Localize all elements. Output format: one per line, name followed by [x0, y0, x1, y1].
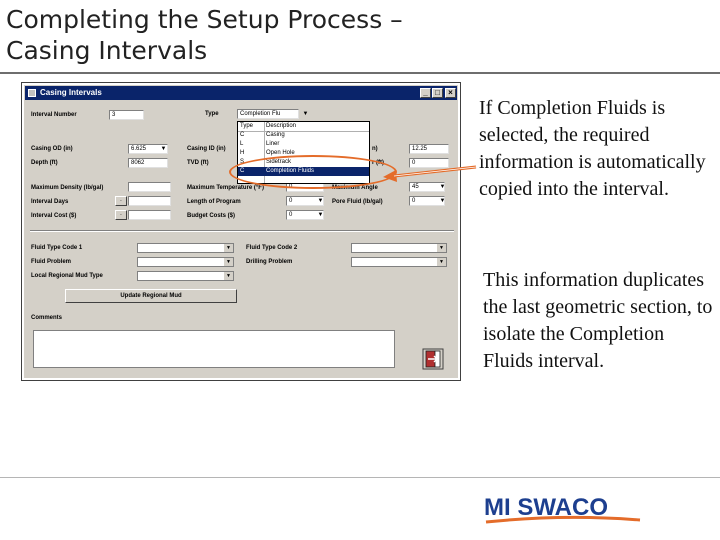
window-titlebar[interactable]	[25, 86, 457, 100]
casing-od-label: Casing OD (in)	[31, 146, 73, 152]
drilling-problem-select[interactable]	[351, 257, 447, 267]
option-code: S	[240, 159, 245, 165]
window-title: Casing Intervals	[40, 88, 102, 97]
option-description: Sidetrack	[266, 159, 292, 165]
fluid-problem-arrow-icon[interactable]: ▼	[224, 258, 233, 266]
local-regional-mud-label: Local Regional Mud Type	[31, 273, 103, 279]
option-description: Completion Fluids	[266, 168, 315, 174]
option-description: Casing	[266, 132, 285, 138]
mi-swaco-logo	[484, 490, 644, 528]
hole-size-label: n)	[372, 146, 378, 152]
interval-cost-label: Interval Cost ($)	[31, 213, 77, 219]
option-code: H	[240, 150, 245, 156]
pore-fluid-dropdown-arrow-icon[interactable]: ▼	[439, 198, 446, 204]
fluid-problem-select[interactable]	[137, 257, 234, 267]
dropdown-option-liner[interactable]	[238, 140, 369, 149]
budget-costs-label: Budget Costs ($)	[187, 213, 235, 219]
type-dropdown-arrow-icon[interactable]: ▼	[302, 111, 309, 117]
interval-days-label: Interval Days	[31, 199, 69, 205]
hole-size-field[interactable]: 12.25	[409, 144, 449, 154]
fluid-type-code-1-select[interactable]	[137, 243, 234, 253]
update-regional-mud-button[interactable]: Update Regional Mud	[65, 289, 237, 303]
casing-od-dropdown-arrow-icon[interactable]: ▼	[160, 146, 167, 152]
depth-field[interactable]: 8062	[128, 158, 168, 168]
pore-fluid-field[interactable]: 0	[409, 196, 445, 206]
length-of-program-dropdown-arrow-icon[interactable]: ▼	[317, 198, 324, 204]
fluid-problem-label: Fluid Problem	[31, 259, 72, 265]
drilling-problem-arrow-icon[interactable]: ▼	[437, 258, 446, 266]
local-regional-mud-arrow-icon[interactable]: ▼	[224, 272, 233, 280]
option-description: Open Hole	[266, 150, 295, 156]
interval-days-field[interactable]	[128, 196, 171, 206]
maximize-button[interactable]: □	[432, 88, 443, 98]
max-temp-field[interactable]: 0	[286, 182, 324, 192]
tvd-label: TVD (ft)	[187, 160, 209, 166]
option-description: Liner	[266, 141, 280, 147]
interval-cost-stepper[interactable]: .	[115, 210, 127, 220]
drilling-problem-label: Drilling Problem	[246, 259, 293, 265]
window-app-icon	[28, 89, 36, 97]
note-completion-fluids: If Completion Fluids is selected, the required information is automatically copied into the interval.	[479, 97, 706, 200]
exit-door-icon[interactable]	[422, 348, 444, 370]
interval-number-field[interactable]: 3	[109, 110, 144, 120]
highlight-ellipse	[229, 155, 397, 189]
close-button[interactable]: ×	[445, 88, 456, 98]
budget-costs-dropdown-arrow-icon[interactable]: ▼	[317, 212, 324, 218]
length-of-program-label: Length of Program	[187, 199, 241, 205]
option-code: C	[240, 132, 245, 138]
comments-textarea[interactable]	[33, 330, 395, 368]
interval-number-label: Interval Number	[31, 112, 77, 118]
fluid-type-code-2-label: Fluid Type Code 2	[246, 245, 298, 251]
slide-title	[6, 4, 466, 66]
dropdown-header-type: Type	[240, 123, 254, 129]
length-of-program-field[interactable]: 0	[286, 196, 324, 206]
casing-intervals-window	[22, 83, 460, 380]
interval-cost-field[interactable]	[128, 210, 171, 220]
minimize-button[interactable]: _	[420, 88, 431, 98]
max-density-label: Maximum Density (lb/gal)	[31, 185, 104, 191]
max-angle-field[interactable]: 45	[409, 182, 445, 192]
footer-divider	[0, 477, 720, 478]
section-divider	[30, 230, 454, 232]
logo-text: MI SWACO	[484, 494, 608, 521]
depth-label: Depth (ft)	[31, 160, 58, 166]
callout-arrow-icon	[380, 160, 480, 190]
type-select[interactable]: Completion Flu	[237, 109, 299, 119]
dropdown-header-description: Description	[266, 123, 297, 129]
dropdown-option-casing[interactable]	[238, 131, 369, 140]
slide-title-line-2: Casing Intervals	[6, 36, 208, 65]
fluid-type-code-2-select[interactable]	[351, 243, 447, 253]
option-code: C	[240, 168, 245, 174]
option-code: L	[240, 141, 244, 147]
budget-costs-field[interactable]: 0	[286, 210, 324, 220]
fluid-type-code-2-arrow-icon[interactable]: ▼	[437, 244, 446, 252]
max-angle-dropdown-arrow-icon[interactable]: ▼	[439, 184, 446, 190]
fluid-type-code-1-label: Fluid Type Code 1	[31, 245, 83, 251]
offset-field[interactable]: 0	[409, 158, 449, 168]
max-temp-label: Maximum Temperature (°F)	[187, 185, 264, 191]
pore-fluid-label: Pore Fluid (lb/gal)	[332, 199, 383, 205]
offset-label: r (ft)	[372, 160, 384, 166]
slide-title-line-1: Completing the Setup Process –	[6, 5, 403, 34]
title-divider	[0, 72, 720, 74]
comments-label: Comments	[31, 315, 63, 321]
casing-od-field[interactable]: 6.625	[128, 144, 168, 154]
interval-days-stepper[interactable]: .	[115, 196, 127, 206]
max-angle-label: Maximum Angle	[332, 185, 378, 191]
fluid-type-code-1-arrow-icon[interactable]: ▼	[224, 244, 233, 252]
note-duplicates-section: This information duplicates the last geometric section, to isolate the Completion Fluids interval.	[483, 269, 713, 372]
max-density-field[interactable]	[128, 182, 171, 192]
casing-id-label: Casing ID (in)	[187, 146, 226, 152]
local-regional-mud-select[interactable]	[137, 271, 234, 281]
type-label: Type	[205, 111, 219, 117]
